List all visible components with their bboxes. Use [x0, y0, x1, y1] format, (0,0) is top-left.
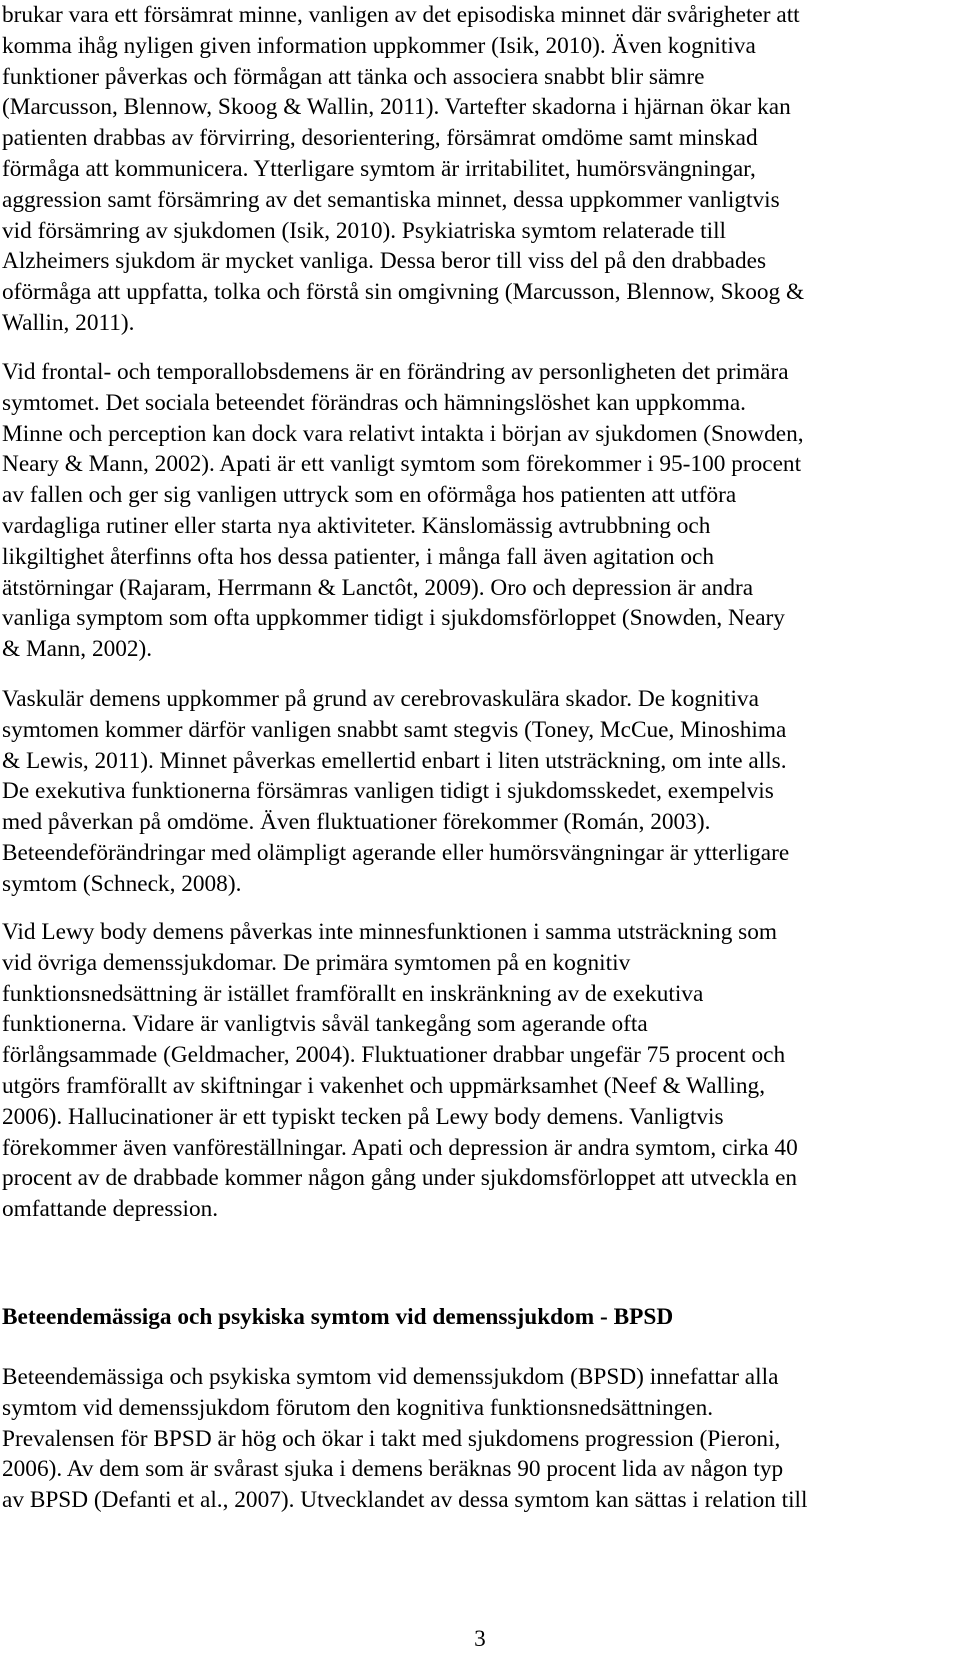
page-number: 3 — [474, 1626, 486, 1652]
text-line: symtom (Schneck, 2008). — [2, 870, 242, 897]
text-line: & Mann, 2002). — [2, 636, 153, 663]
text-line: funktionerna. Vidare är vanligtvis såväl tankegång som agerande ofta — [2, 1011, 648, 1038]
text-line: vid försämring av sjukdomen (Isik, 2010). Psykiatriska symtom relaterade till — [2, 217, 727, 244]
text-line: vanliga symptom som ofta uppkommer tidigt i sjukdomsförloppet (Snowden, Neary — [2, 605, 785, 632]
text-line: av fallen och ger sig vanligen uttryck som en oförmåga hos patienten att utföra — [2, 482, 737, 509]
text-line: Neary & Mann, 2002). Apati är ett vanligt symtom som förekommer i 95-100 procent — [2, 451, 802, 478]
text-line: förekommer även vanföreställningar. Apati och depression är andra symtom, cirka 40 — [2, 1134, 798, 1161]
text-line: förlångsammade (Geldmacher, 2004). Fluktuationer drabbar ungefär 75 procent och — [2, 1042, 786, 1069]
text-line: likgiltighet återfinns ofta hos dessa patienter, i många fall även agitation och — [2, 543, 714, 570]
text-line: vid övriga demenssjukdomar. De primära symtomen på en kognitiv — [2, 949, 631, 976]
paragraph-frontotemporal — [2, 357, 954, 665]
text-line: oförmåga att uppfatta, tolka och förstå sin omgivning (Marcusson, Blennow, Skoog & — [2, 279, 805, 306]
text-line: Wallin, 2011). — [2, 309, 135, 336]
text-line: symtomen kommer därför vanligen snabbt samt stegvis (Toney, McCue, Minoshima — [2, 716, 787, 743]
text-line: Minne och perception kan dock vara relativt intakta i början av sjukdomen (Snowden, — [2, 420, 804, 447]
text-line: Beteendeförändringar med olämpligt agerande eller humörsvängningar är ytterligare — [2, 839, 790, 866]
text-line: procent av de drabbade kommer någon gång under sjukdomsförloppet att utveckla en — [2, 1165, 798, 1192]
text-line: Vid Lewy body demens påverkas inte minnesfunktionen i samma utsträckning som — [2, 919, 778, 945]
text-line: förmåga att kommunicera. Ytterligare symtom är irritabilitet, humörsvängningar, — [2, 155, 756, 182]
text-line: funktioner påverkas och förmågan att tänka och associera snabbt blir sämre — [2, 63, 705, 90]
text-line: & Lewis, 2011). Minnet påverkas emellertid enbart i liten utsträckning, om inte alls. — [2, 747, 787, 774]
text-line: Vaskulär demens uppkommer på grund av cerebrovaskulära skador. De kognitiva — [2, 686, 759, 712]
text-line: komma ihåg nyligen given information uppkommer (Isik, 2010). Även kognitiva — [2, 32, 756, 59]
text-line: Beteendemässiga och psykiska symtom vid demenssjukdom (BPSD) innefattar alla — [2, 1364, 779, 1390]
text-line: symtom vid demenssjukdom förutom den kognitiva funktionsnedsättningen. — [2, 1394, 714, 1421]
text-line: ätstörningar (Rajaram, Herrmann & Lanctôt, 2009). Oro och depression är andra — [2, 574, 754, 601]
text-line: 2006). Av dem som är svårast sjuka i demens beräknas 90 procent lida av någon typ — [2, 1456, 784, 1483]
text-line: funktionsnedsättning är istället framförallt en inskränkning av de exekutiva — [2, 980, 704, 1007]
section-heading: Beteendemässiga och psykiska symtom vid demenssjukdom - BPSD — [2, 1304, 674, 1330]
text-line: omfattande depression. — [2, 1196, 219, 1223]
text-line: brukar vara ett försämrat minne, vanligen av det episodiska minnet där svårigheter att — [2, 2, 800, 28]
paragraph-vascular — [2, 684, 954, 900]
text-line: Vid frontal- och temporallobsdemens är en förändring av personligheten det primära — [2, 359, 789, 385]
text-line: symtomet. Det sociala beteendet förändras och hämningslöshet kan uppkomma. — [2, 389, 747, 416]
text-line: Alzheimers sjukdom är mycket vanliga. Dessa beror till viss del på den drabbades — [2, 248, 767, 275]
text-line: med påverkan på omdöme. Även fluktuationer förekommer (Román, 2003). — [2, 809, 711, 836]
text-line: av BPSD (Defanti et al., 2007). Utvecklandet av dessa symtom kan sättas i relation till — [2, 1487, 808, 1514]
text-line: patienten drabbas av förvirring, desorientering, försämrat omdöme samt minskad — [2, 125, 758, 152]
text-line: Prevalensen för BPSD är hög och ökar i takt med sjukdomens progression (Pieroni, — [2, 1425, 781, 1452]
text-line: vardagliga rutiner eller starta nya aktiviteter. Känslomässig avtrubbning och — [2, 512, 711, 539]
text-line: 2006). Hallucinationer är ett typiskt tecken på Lewy body demens. Vanligtvis — [2, 1103, 724, 1130]
paragraph-lewy-body — [2, 917, 954, 1225]
text-line: (Marcusson, Blennow, Skoog & Wallin, 2011). Vartefter skadorna i hjärnan ökar kan — [2, 94, 791, 121]
text-line: utgörs framförallt av skiftningar i vakenhet och uppmärksamhet (Neef & Walling, — [2, 1072, 766, 1099]
text-line: De exekutiva funktionerna försämras vanligen tidigt i sjukdomsskedet, exempelvis — [2, 778, 774, 805]
paragraph-alzheimers — [2, 0, 954, 339]
text-line: aggression samt försämring av det semantiska minnet, dessa uppkommer vanligtvis — [2, 186, 780, 213]
paragraph-bpsd — [2, 1362, 954, 1516]
